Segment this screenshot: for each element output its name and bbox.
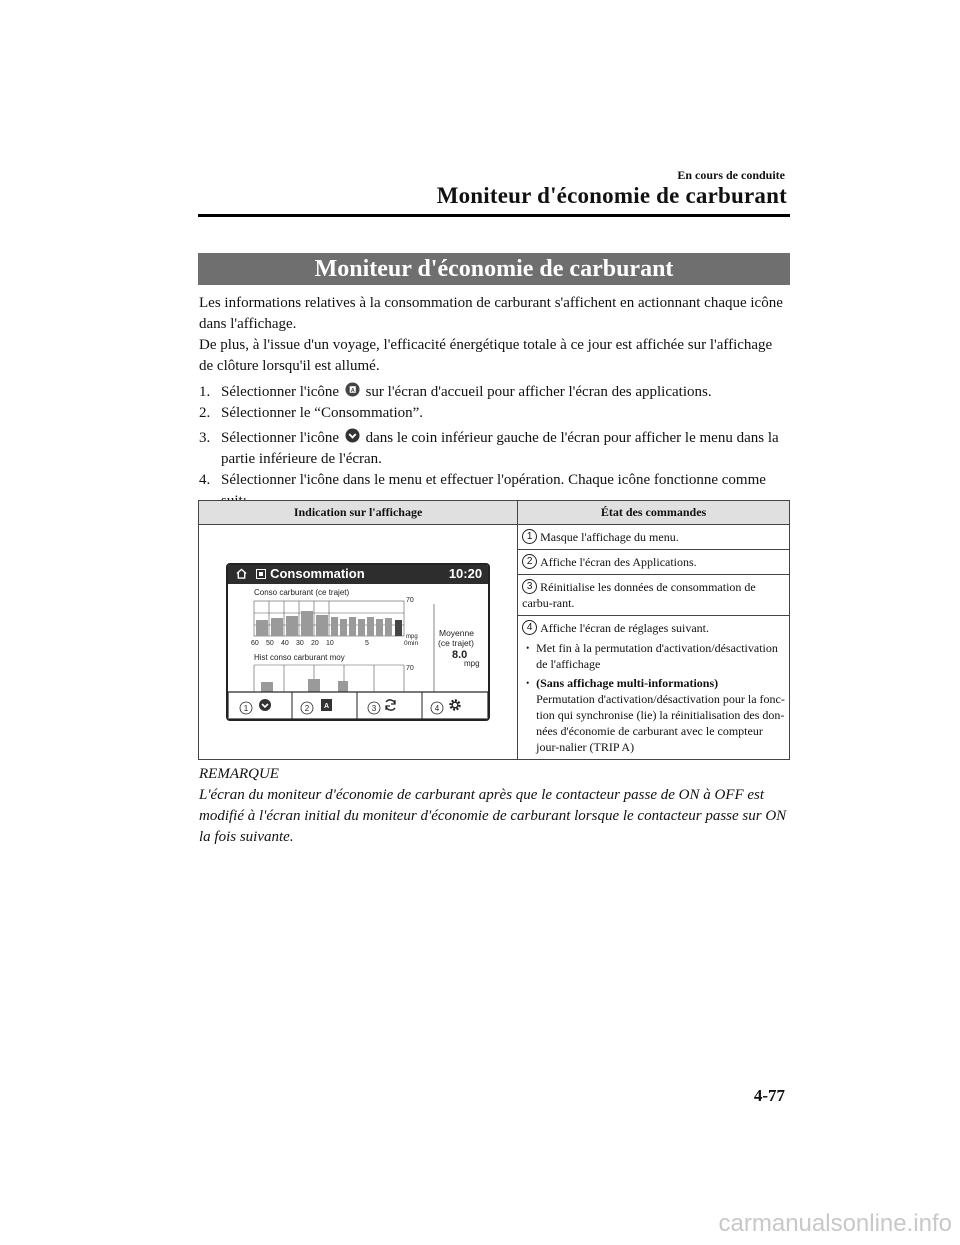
unit-top: mpg	[406, 634, 418, 640]
svg-text:3: 3	[371, 704, 377, 713]
applications-icon	[345, 382, 360, 397]
command-row-2: 2 Affiche l'écran des Applications.	[518, 550, 790, 575]
column-header-commands: État des commandes	[518, 501, 790, 525]
svg-text:60: 60	[251, 640, 259, 647]
settings-item-display-toggle: • Met fin à la permutation d'activation/désactivation de l'affichage	[536, 640, 785, 672]
section-title: Moniteur d'économie de carburant	[198, 253, 790, 285]
svg-text:30: 30	[296, 640, 304, 647]
watermark: carmanualsonline.info	[718, 1210, 952, 1237]
svg-text:10: 10	[326, 640, 334, 647]
command-row-1: 1 Masque l'affichage du menu.	[518, 525, 790, 550]
average-label: Moyenne	[439, 628, 475, 638]
chart2-ymax: 70	[406, 665, 414, 672]
step-3: 3. Sélectionner l'icône dans le coin inférieur gauche de l'écran pour afficher le menu dans la partie inférieure de l'écran.	[199, 430, 779, 467]
operations-table	[198, 500, 790, 760]
chart2-grid	[254, 665, 404, 692]
intro-paragraph-1: Les informations relatives à la consommation de carburant s'affichent en actionnant chaque icône dans l'affichage.	[199, 295, 783, 332]
svg-text:5: 5	[365, 640, 369, 647]
svg-text:4: 4	[434, 704, 440, 713]
applications-menu-icon	[321, 699, 332, 711]
remark-text: L'écran du moniteur d'économie de carburant après que le contacteur passe de ON à OFF est modifié à l'écran initial du moniteur d'économie de carburant lorsque le contacteur passe sur ON la fois suivante.	[199, 787, 787, 845]
home-icon	[236, 568, 247, 579]
svg-text:20: 20	[311, 640, 319, 647]
screen-body	[228, 584, 488, 719]
step-2: 2. Sélectionner le “Consommation”.	[199, 405, 424, 421]
step-4: 4. Sélectionner l'icône dans le menu et effectuer l'opération. Chaque icône fonctionne comme	[199, 472, 766, 488]
average-value: 8.0	[452, 649, 468, 661]
settings-list	[522, 640, 785, 755]
screen-title: Consommation	[270, 566, 365, 581]
svg-text:50: 50	[266, 640, 274, 647]
remark-title: REMARQUE	[199, 766, 279, 782]
chart1-ymax: 70	[406, 597, 414, 604]
svg-text:1: 1	[243, 704, 249, 713]
svg-text:A: A	[350, 387, 355, 394]
average-sublabel: (ce trajet)	[438, 638, 474, 648]
chapter-label: En cours de conduite	[677, 168, 785, 182]
hide-menu-icon	[259, 699, 271, 711]
chart2-label: Hist conso carburant moy	[254, 653, 345, 662]
chart2-bars	[261, 679, 348, 692]
step-1: 1. Sélectionner l'icône A sur l'écran d'accueil pour afficher l'écran des applications.	[199, 384, 712, 400]
remark-block	[199, 764, 789, 848]
fuel-monitor-screen	[226, 563, 490, 721]
screen-illustration-cell	[199, 525, 518, 760]
chart1-label: Conso carburant (ce trajet)	[254, 588, 350, 597]
command-row-3: 3 Réinitialise les données de consommation de carbu-rant.	[518, 575, 790, 616]
svg-text:40: 40	[281, 640, 289, 647]
screen-time: 10:20	[448, 566, 483, 581]
settings-item-sync: • (Sans affichage multi-informations) Permutation d'activation/désactivation pour la fonc-tion qui synchronise (lie) la réinitialisation des don-nées d'économie de carburant avec le compteur jour-nalier (TRIP A)	[536, 675, 785, 755]
unit-bottom: 0min	[404, 640, 419, 647]
average-unit: mpg	[464, 659, 480, 668]
chart1-x-ticks	[251, 640, 369, 647]
page-number: 4-77	[753, 1086, 785, 1105]
intro-text	[199, 293, 789, 512]
page-header-title: Moniteur d'économie de carburant	[436, 183, 787, 208]
command-row-4: 4 Affiche l'écran de réglages suivant. • Met fin à la permutation d'activation/désactivation de l'affichage • (Sans affichage multi-informations) Permutation d'activation/désactivation pour la fonc-tion qui synchronise (lie) la réinitialisation des don-nées d'économie de carburant avec le compteur jour-nalier (TRIP A)	[518, 616, 790, 760]
apps-small-icon	[256, 569, 266, 579]
svg-text:A: A	[324, 703, 330, 710]
intro-paragraph-2: De plus, à l'issue d'un voyage, l'efficacité énergétique totale à ce jour est affichée sur l'affichage de clôture lorsqu'il est allumé.	[199, 337, 773, 374]
screen-top-bar	[228, 565, 488, 584]
column-header-indication: Indication sur l'affichage	[199, 501, 518, 525]
header-rule	[198, 214, 790, 217]
menu-chevron-icon	[345, 428, 360, 443]
svg-text:2: 2	[304, 704, 310, 713]
